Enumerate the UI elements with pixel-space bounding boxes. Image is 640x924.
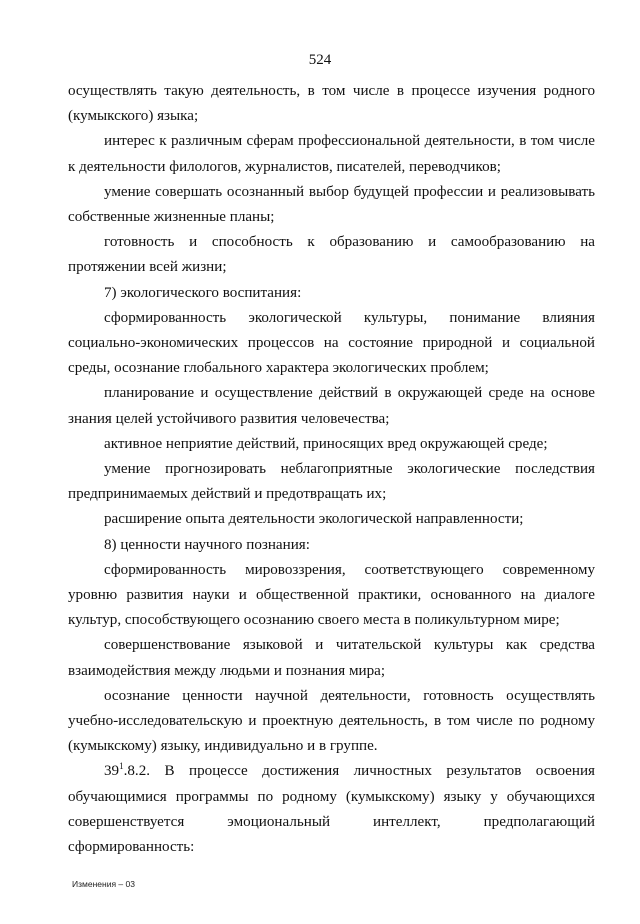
- paragraph: сформированность мировоззрения, соответствующего современному уровню развития науки и общественной практики, основанного на диалоге культур, способствующего осознанию своего места в поликультурном мире;: [68, 561, 595, 629]
- body-text: [68, 79, 595, 860]
- paragraph: активное неприятие действий, приносящих вред окружающей среде;: [104, 435, 548, 452]
- section-heading-science: 8) ценности научного познания:: [104, 536, 310, 553]
- paragraph: умение совершать осознанный выбор будущей профессии и реализовывать собственные жизненные планы;: [68, 183, 595, 226]
- paragraph: осознание ценности научной деятельности, готовность осуществлять учебно-исследовательскую и проектную деятельность, в том числе по родному (кумыкскому) языку, индивидуально и в группе.: [68, 687, 595, 755]
- section-heading-ecology: 7) экологического воспитания:: [104, 284, 302, 301]
- paragraph: совершенствование языковой и читательской культуры как средства взаимодействия между людьми и познания мира;: [68, 637, 595, 679]
- paragraph: интерес к различным сферам профессиональной деятельности, в том числе к деятельности филологов, журналистов, писателей, переводчиков;: [68, 133, 595, 175]
- paragraph: умение прогнозировать неблагоприятные экологические последствия предпринимаемых действий и предотвращать их;: [68, 461, 595, 503]
- page-number: 524: [308, 52, 332, 68]
- revision-footer: Изменения – 03: [72, 879, 135, 889]
- paragraph: готовность и способность к образованию и самообразованию на протяжении всей жизни;: [68, 234, 595, 276]
- paragraph: сформированность экологической культуры, понимание влияния социально-экономических процессов на состояние природной и социальной среды, осознание глобального характера экологических проблем;: [68, 309, 595, 377]
- paragraph: планирование и осуществление действий в окружающей среде на основе знания целей устойчивого развития человечества;: [68, 385, 595, 427]
- section-paragraph-text: В процессе достижения личностных результатов освоения обучающимися программы по родному (кумыкскому) языку у обучающихся совершенствуется эмоциональный интеллект, предполагающий сформированность:: [68, 763, 595, 856]
- paragraph: осуществлять такую деятельность, в том числе в процессе изучения родного (кумыкского) языка;: [68, 83, 595, 125]
- paragraph: расширение опыта деятельности экологической направленности;: [104, 511, 524, 528]
- section-paragraph: [68, 759, 595, 860]
- section-number: $39^1.8.2$.: [104, 761, 151, 780]
